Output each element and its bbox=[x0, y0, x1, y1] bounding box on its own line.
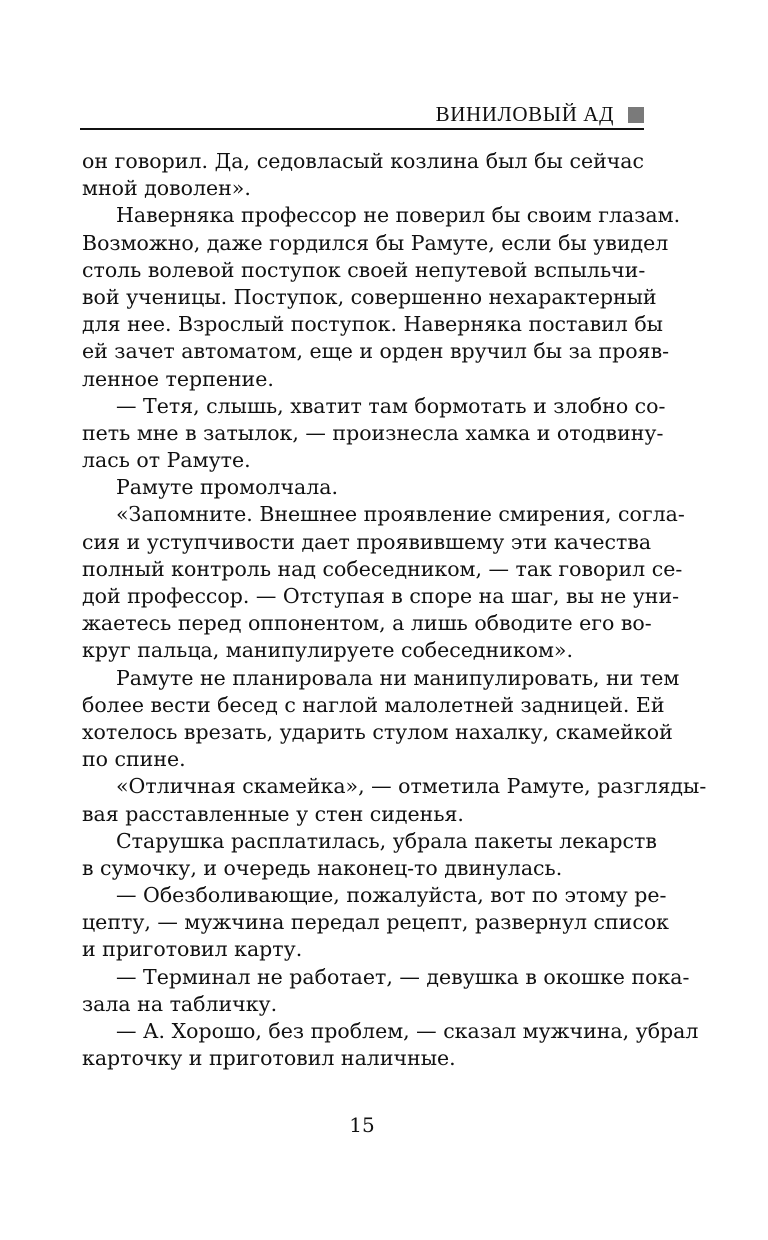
text-line: Наверняка профессор не поверил бы своим глазам. bbox=[116, 203, 681, 228]
text-line: дой профессор. — Отступая в споре на шаг, вы не уни- bbox=[82, 584, 680, 608]
text-line: и приготовил карту. bbox=[82, 937, 303, 962]
text-line: ей зачет автоматом, еще и орден вручил бы за прояв- bbox=[82, 339, 670, 364]
text-line: цепту, — мужчина передал рецепт, развернул список bbox=[82, 910, 669, 935]
body-text bbox=[82, 148, 707, 1072]
text-line: карточку и приготовил наличные. bbox=[82, 1046, 456, 1071]
text-line: Рамуте не планировала ни манипулировать, ни тем bbox=[116, 665, 680, 690]
text-line: он говорил. Да, седовласый козлина был бы сейчас bbox=[82, 149, 644, 173]
text-line: круг пальца, манипулируете собеседником». bbox=[82, 638, 573, 663]
text-line: полный контроль над собеседником, — так говорил се- bbox=[82, 556, 683, 581]
text-line: лась от Рамуте. bbox=[82, 448, 251, 473]
text-line: — А. Хорошо, без проблем, — сказал мужчина, убрал bbox=[116, 1019, 699, 1043]
text-line: — Обезболивающие, пожалуйста, вот по этому ре- bbox=[116, 883, 667, 908]
text-line: петь мне в затылок, — произнесла хамка и отодвину- bbox=[82, 420, 664, 445]
text-line: зала на табличку. bbox=[82, 991, 278, 1016]
text-line: «Запомните. Внешнее проявление смирения, согла- bbox=[116, 502, 685, 527]
text-line: вой ученицы. Поступок, совершенно нехарактерный bbox=[82, 284, 657, 309]
text-line: — Терминал не работает, — девушка в окошке пока- bbox=[116, 964, 690, 989]
text-line: по спине. bbox=[82, 747, 186, 772]
text-line: вая расставленные у стен сиденья. bbox=[82, 801, 464, 826]
square-marker-icon bbox=[628, 107, 644, 123]
text-line: столь волевой поступок своей непутевой вспыльчи- bbox=[82, 257, 646, 282]
text-line: Рамуте промолчала. bbox=[116, 475, 338, 500]
text-line: мной доволен». bbox=[82, 176, 251, 201]
page-number: 15 bbox=[349, 1113, 375, 1137]
text-line: Старушка расплатилась, убрала пакеты лекарств bbox=[116, 828, 657, 853]
text-line: — Тетя, слышь, хватит там бормотать и злобно со- bbox=[116, 393, 666, 418]
text-line: в сумочку, и очередь наконец-то двинулась. bbox=[82, 855, 563, 880]
text-line: более вести бесед с наглой малолетней задницей. Ей bbox=[82, 692, 665, 717]
text-line: жаетесь перед оппонентом, а лишь обводите его во- bbox=[82, 611, 652, 636]
text-line: сия и уступчивости дает проявившему эти качества bbox=[82, 529, 652, 554]
text-line: «Отличная скамейка», — отметила Рамуте, разгляды- bbox=[116, 774, 707, 799]
running-header-title: ВИНИЛОВЫЙ АД bbox=[435, 102, 614, 126]
text-line: Возможно, даже гордился бы Рамуте, если бы увидел bbox=[82, 230, 669, 255]
text-line: хотелось врезать, ударить стулом нахалку, скамейкой bbox=[82, 719, 673, 744]
text-line: ленное терпение. bbox=[82, 366, 274, 391]
text-line: для нее. Взрослый поступок. Наверняка поставил бы bbox=[82, 312, 663, 337]
running-header bbox=[80, 100, 644, 130]
